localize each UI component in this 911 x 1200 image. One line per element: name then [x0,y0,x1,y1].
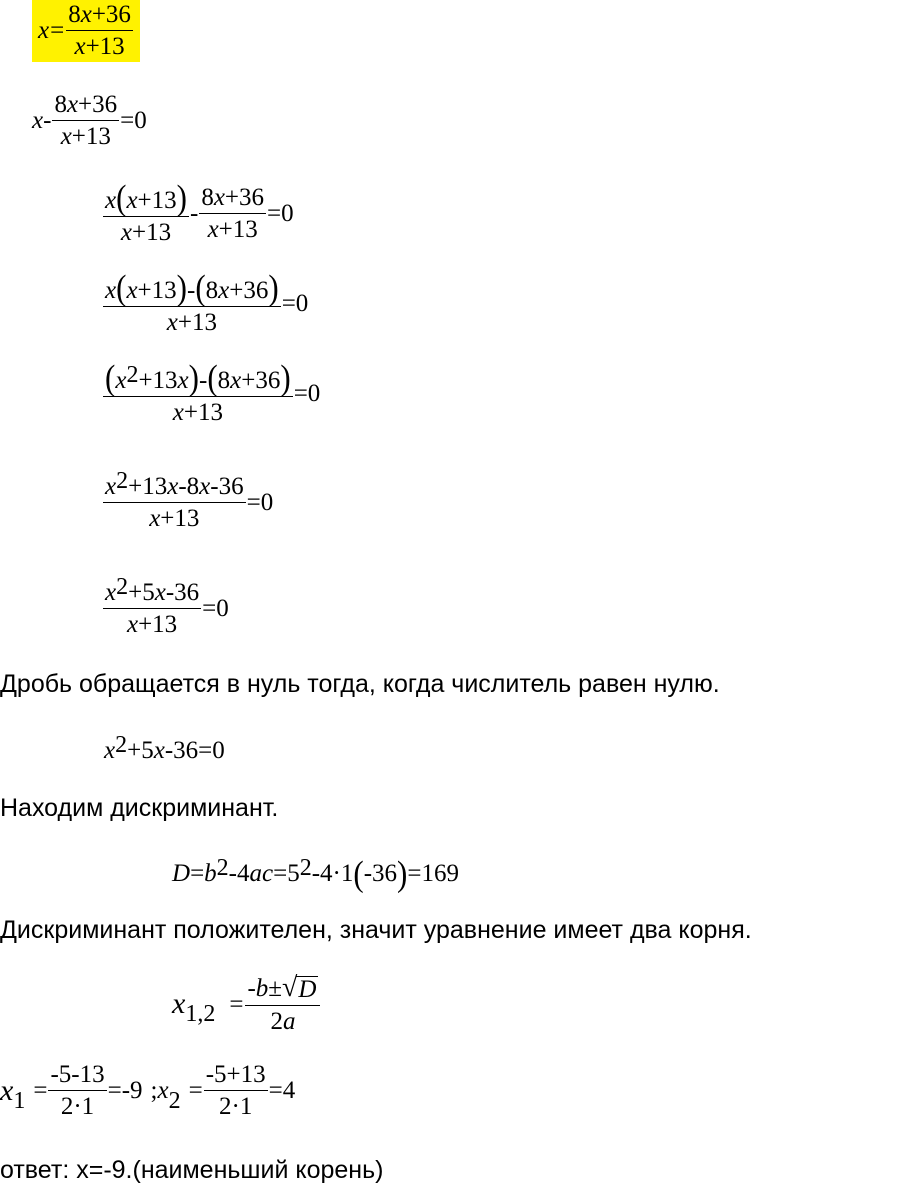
explanation-text-1: Дробь обращается в нуль тогда, когда числитель равен нулю. [0,670,720,698]
highlighted-equation: x = $\frac{8x+36}{x+13}$ [32,0,140,62]
fraction: $\frac{8x+36}{x+13}$ [68,1,131,60]
quadratic-equation: x $^2$ +5 x -36=0 [104,731,225,764]
equation-step-6: $\frac{x^2+13x-8x-36}{x+13}$ =0 [105,468,274,532]
explanation-text-3: Дискриминант положителен, значит уравнение имеет два корня. [0,916,752,944]
equation-step-5: $\frac{(x^2+13x)-(8x+36)}{x+13}$ =0 [105,357,321,426]
roots-formula: x $_{1,2}$ = -b± √ D 2a [172,974,321,1034]
explanation-text-2: Находим дискриминант. [0,794,279,822]
equation-step-3: $\frac{x(x+13)}{x+13}$ - $\frac{8x+36}{x+13}$ =0 [105,177,294,246]
equation-step-4: $\frac{x(x+13)-(8x+36)}{x+13}$ =0 [105,267,309,336]
answer-text: ответ: х=-9.(наименьший корень) [0,1156,384,1184]
discriminant-formula: D = b $^2$ -4 ac =5 $^2$ -4·1 ( -36 ) =169 [172,853,459,894]
equation-step-7: $\frac{x^2+5x-36}{x+13}$ =0 [105,574,229,638]
roots-values: x $_1$ = $\frac{-5-13}{2\cdot 1}$ =-9 ; x $_2$ = $\frac{-5+13}{2\cdot 1}$ =4 [0,1061,296,1120]
equation-step-2: x - $\frac{8x+36}{x+13}$ =0 [32,91,147,150]
